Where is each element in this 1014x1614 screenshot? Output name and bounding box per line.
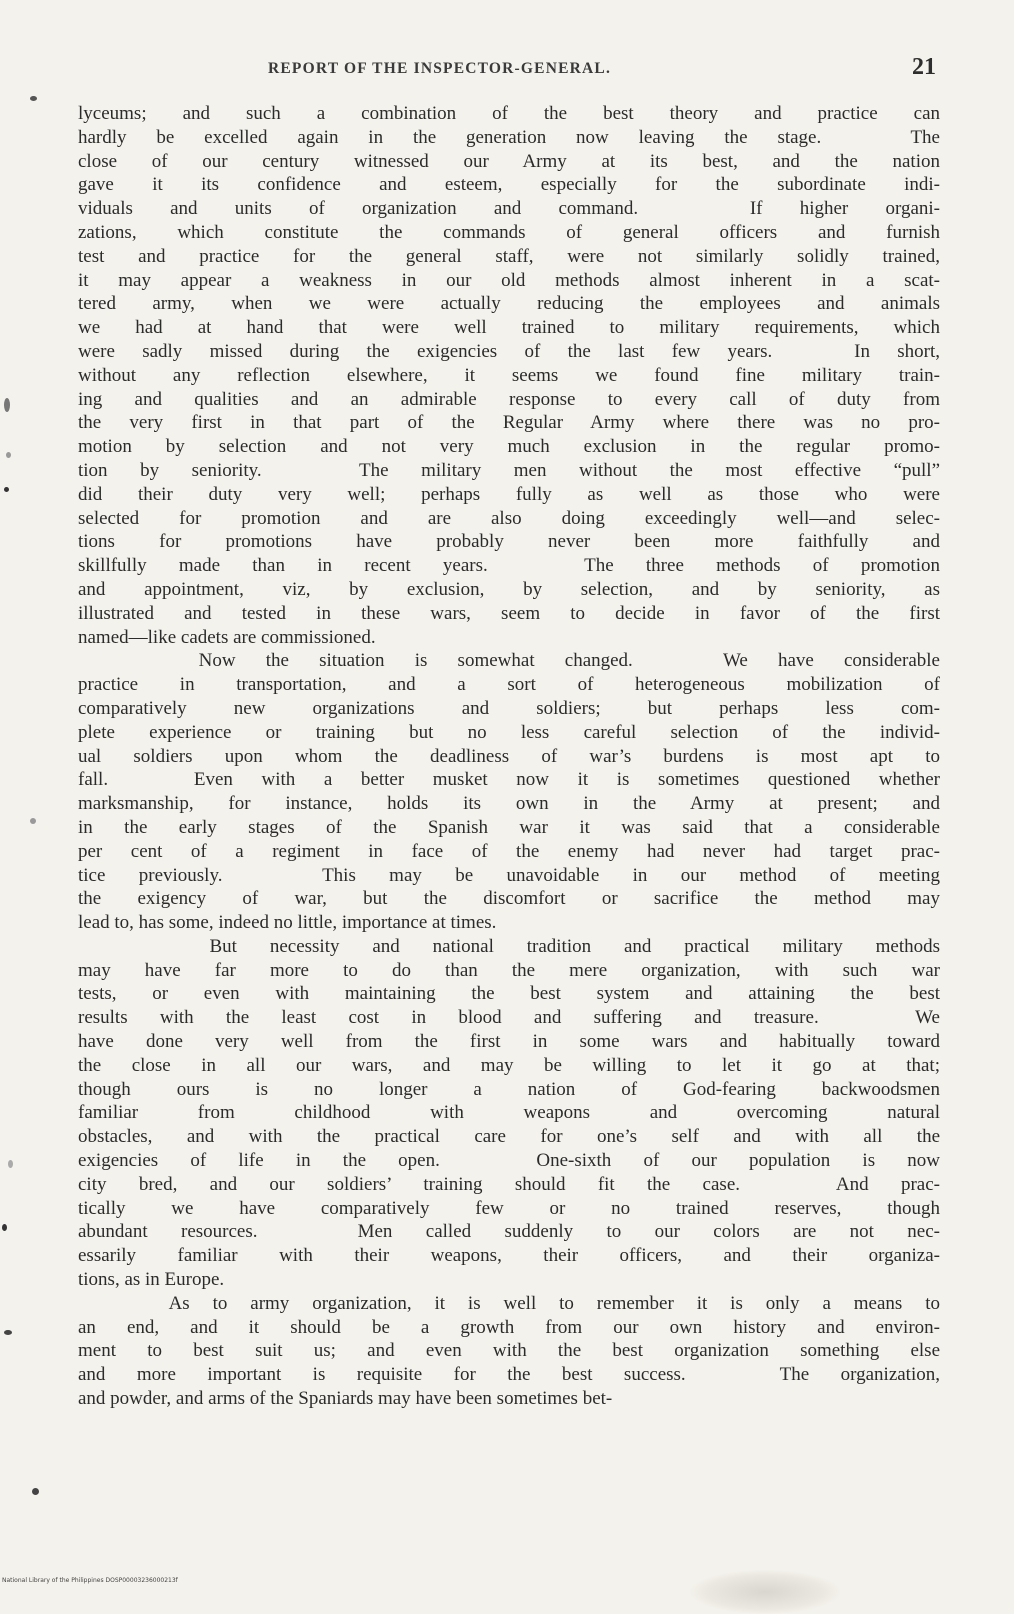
margin-speck bbox=[6, 452, 11, 458]
text-line: tions for promotions have probably never been more faithfully and bbox=[78, 531, 940, 553]
text-line: city bred, and our soldiers’ training should fit the case. And prac- bbox=[78, 1173, 940, 1195]
text-line: plete experience or training but no less careful selection of the individ- bbox=[78, 721, 940, 743]
text-line: hardly be excelled again in the generation now leaving the stage. The bbox=[78, 126, 940, 148]
margin-speck bbox=[30, 96, 37, 101]
margin-speck bbox=[2, 1224, 7, 1231]
text-line: test and practice for the general staff, were not similarly solidly trained, bbox=[78, 245, 940, 267]
text-line: we had at hand that were well trained to military requirements, which bbox=[78, 317, 940, 339]
text-line: comparatively new organizations and soldiers; but perhaps less com- bbox=[78, 697, 940, 719]
text-line: exigencies of life in the open. One-sixth of our population is now bbox=[78, 1150, 940, 1172]
text-line: practice in transportation, and a sort of heterogeneous mobilization of bbox=[78, 674, 940, 696]
text-line: results with the least cost in blood and suffering and treasure. We bbox=[78, 1007, 940, 1029]
text-line: and more important is requisite for the best success. The organization, bbox=[78, 1364, 940, 1386]
text-line: though ours is no longer a nation of God-fearing backwoodsmen bbox=[78, 1078, 940, 1100]
text-line: the exigency of war, but the discomfort or sacrifice the method may bbox=[78, 888, 940, 910]
text-line: were sadly missed during the exigencies of the last few years. In short, bbox=[78, 340, 940, 362]
text-line: tests, or even with maintaining the best system and attaining the best bbox=[78, 983, 940, 1005]
text-line: motion by selection and not very much exclusion in the regular promo- bbox=[78, 436, 940, 458]
text-line: tice previously. This may be unavoidable in our method of meeting bbox=[78, 864, 940, 886]
paragraph bbox=[78, 935, 940, 1292]
text-line: illustrated and tested in these wars, seem to decide in favor of the first bbox=[78, 602, 940, 624]
text-line: lead to, has some, indeed no little, importance at times. bbox=[78, 912, 497, 934]
text-line: abundant resources. Men called suddenly to our colors are not nec- bbox=[78, 1221, 940, 1243]
text-line: tions, as in Europe. bbox=[78, 1269, 225, 1291]
text-line: the close in all our wars, and may be willing to let it go at that; bbox=[78, 1054, 940, 1076]
scan-footer-note: National Library of the Philippines DOSP00003236000213f bbox=[2, 1577, 178, 1584]
body-text bbox=[78, 102, 940, 1411]
text-line: tically we have comparatively few or no trained reserves, though bbox=[78, 1197, 940, 1219]
text-line: and appointment, viz, by exclusion, by selection, and by seniority, as bbox=[78, 578, 940, 600]
paragraph bbox=[78, 1292, 940, 1411]
text-line: essarily familiar with their weapons, their officers, and their organiza- bbox=[78, 1245, 940, 1267]
text-line: per cent of a regiment in face of the enemy had never had target prac- bbox=[78, 840, 940, 862]
text-line: skillfully made than in recent years. The three methods of promotion bbox=[78, 555, 940, 577]
text-line: close of our century witnessed our Army at its best, and the nation bbox=[78, 150, 940, 172]
text-line: selected for promotion and are also doing exceedingly well—and selec- bbox=[78, 507, 940, 529]
text-line: in the early stages of the Spanish war it was said that a considerable bbox=[78, 816, 940, 838]
text-line: without any reflection elsewhere, it seems we found fine military train- bbox=[78, 364, 940, 386]
margin-speck bbox=[4, 398, 10, 412]
text-line: viduals and units of organization and command. If higher organi- bbox=[78, 198, 940, 220]
margin-speck bbox=[32, 1488, 39, 1495]
text-line: ing and qualities and an admirable response to every call of duty from bbox=[78, 388, 940, 410]
text-line: tion by seniority. The military men without the most effective “pull” bbox=[78, 459, 940, 481]
text-line: tered army, when we were actually reducing the employees and animals bbox=[78, 293, 940, 315]
margin-speck bbox=[8, 1160, 13, 1168]
text-line: zations, which constitute the commands of general officers and furnish bbox=[78, 221, 940, 243]
text-line: marksmanship, for instance, holds its own in the Army at present; and bbox=[78, 793, 940, 815]
text-line: gave it its confidence and esteem, especially for the subordinate indi- bbox=[78, 174, 940, 196]
margin-speck bbox=[4, 487, 9, 492]
margin-speck bbox=[4, 1330, 12, 1335]
text-line: fall. Even with a better musket now it is sometimes questioned whether bbox=[78, 769, 940, 791]
text-line: and powder, and arms of the Spaniards may have been sometimes bet- bbox=[78, 1388, 613, 1410]
text-line: the very first in that part of the Regular Army where there was no pro- bbox=[78, 412, 940, 434]
page-number: 21 bbox=[912, 54, 936, 80]
text-line: named—like cadets are commissioned. bbox=[78, 626, 376, 648]
text-line: ual soldiers upon whom the deadliness of war’s burdens is most apt to bbox=[78, 745, 940, 767]
scan-shadow bbox=[690, 1570, 840, 1614]
text-line: Now the situation is somewhat changed. We have considerable bbox=[78, 650, 940, 672]
paragraph bbox=[78, 649, 940, 935]
text-line: familiar from childhood with weapons and overcoming natural bbox=[78, 1102, 940, 1124]
text-line: As to army organization, it is well to remember it is only a means to bbox=[78, 1292, 940, 1314]
text-line: But necessity and national tradition and practical military methods bbox=[78, 935, 940, 957]
text-line: may have far more to do than the mere organization, with such war bbox=[78, 959, 940, 981]
text-line: obstacles, and with the practical care for one’s self and with all the bbox=[78, 1126, 940, 1148]
text-line: an end, and it should be a growth from our own history and environ- bbox=[78, 1316, 940, 1338]
running-title: REPORT OF THE INSPECTOR-GENERAL. bbox=[268, 60, 612, 77]
text-line: did their duty very well; perhaps fully as well as those who were bbox=[78, 483, 940, 505]
paragraph bbox=[78, 102, 940, 649]
text-line: ment to best suit us; and even with the best organization something else bbox=[78, 1340, 940, 1362]
text-line: have done very well from the first in some wars and habitually toward bbox=[78, 1031, 940, 1053]
margin-speck bbox=[30, 818, 36, 824]
text-line: lyceums; and such a combination of the best theory and practice can bbox=[78, 103, 940, 124]
text-line: it may appear a weakness in our old methods almost inherent in a scat- bbox=[78, 269, 940, 291]
page-header bbox=[80, 54, 940, 88]
